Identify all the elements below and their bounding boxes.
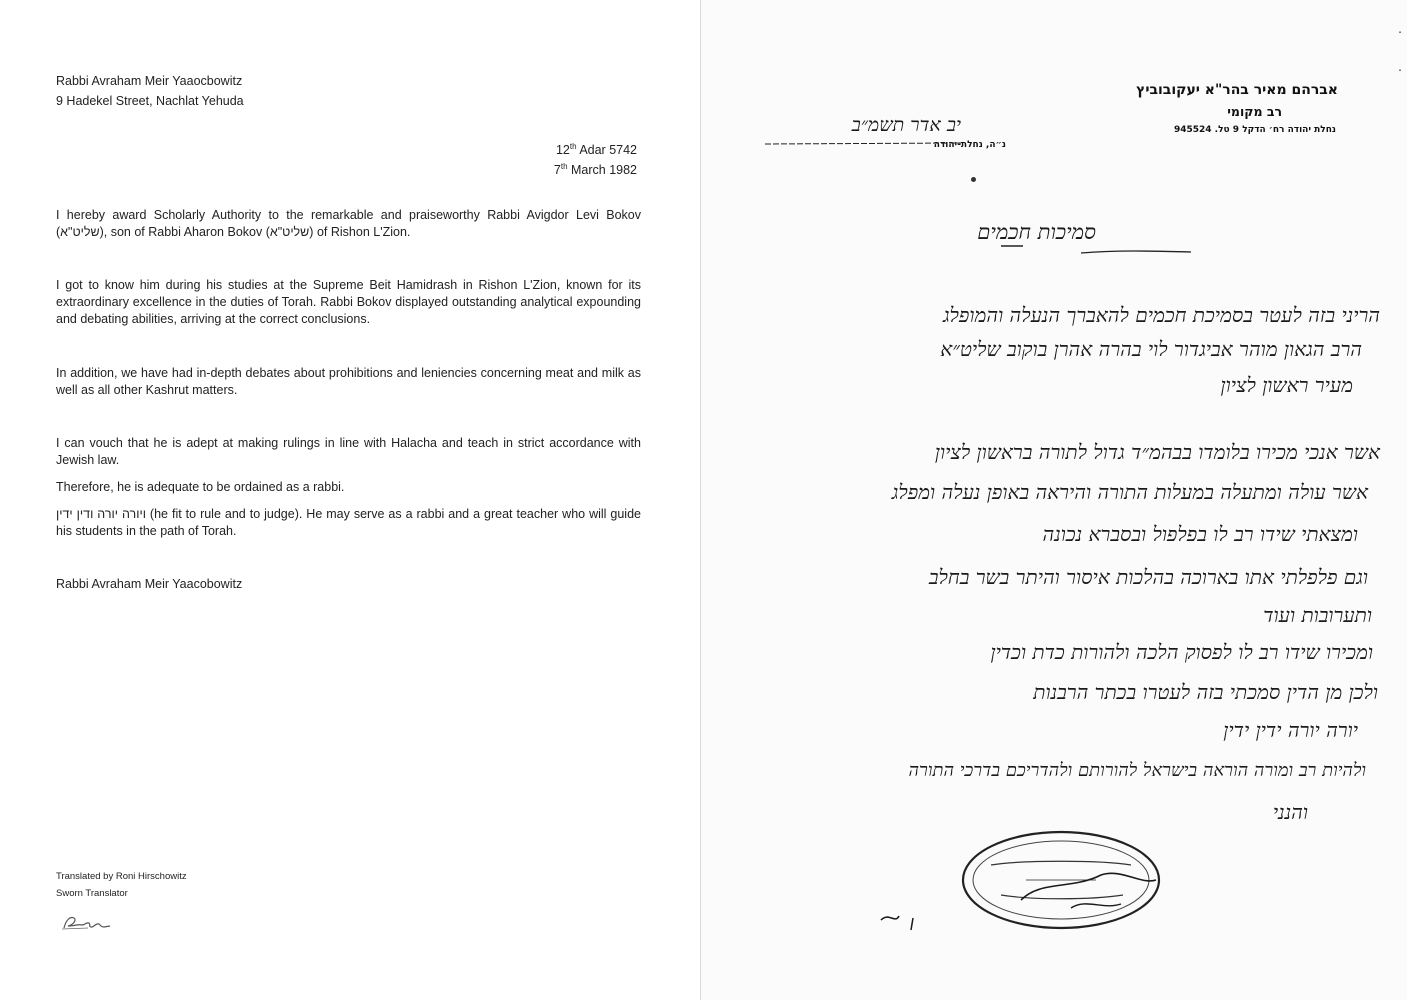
scan-dot (971, 177, 976, 182)
letter-line-9: ומכירו שידו רב לו לפסוק הלכה ולהורות כדת וכדין (990, 640, 1373, 664)
date-gregorian: 7th March 1982 (553, 161, 637, 177)
letter-heading: סמיכות חכמים (977, 220, 1096, 244)
letter-line-8: ותערובות ועוד (1263, 603, 1372, 627)
letter-line-2: הרב הגאון מוהר אביגדור לוי בהרה אהרן בוקוב שליט״א (940, 337, 1362, 361)
letterhead-title: רב מקומי (1227, 104, 1282, 119)
paragraph-vouch: I can vouch that he is adept at making rulings in line with Halacha and teach in strict accordance with Jewish law. (56, 436, 641, 467)
paragraph-award: I hereby award Scholarly Authority to the remarkable and praiseworthy Rabbi Avigdor Levi Bokov (שליט"א), son of Rabbi Aharon Bokov (שליט"א) of Rishon L'Zion. (56, 208, 641, 239)
letter-line-6: ומצאתי שידו רב לו בפלפול ובסברא נכונה (1042, 522, 1358, 546)
letter-line-7: וגם פלפלתי אתו בארוכה בהלכות איסור והיתר בשר בחלב (928, 565, 1368, 589)
heading-underline (1001, 240, 1201, 260)
place-line: נ״ה, נחלת-יהודה (933, 140, 1006, 150)
date-block (554, 140, 637, 180)
paragraph-ordination: ויורה יורה ודין ידין (he fit to rule and to judge). He may serve as a rabbi and a great teacher who will guide his students in the path of Torah. (56, 507, 641, 538)
letter-line-3: מעיר ראשון לציון (1220, 373, 1353, 397)
letterhead-name: אברהם מאיר בהר"א יעקובוביץ (1136, 82, 1338, 98)
date-hebrew: 12th Adar 5742 (555, 141, 637, 157)
paragraph-therefore: Therefore, he is adequate to be ordained as a rabbi. (56, 480, 345, 494)
header-address: 9 Hadekel Street, Nachlat Yehuda (56, 94, 244, 108)
scan-edge-mark: . (1398, 22, 1402, 36)
letter-line-11: יורה יורה ידין ידין (1223, 718, 1358, 742)
translation-page (0, 0, 700, 1000)
handwritten-date: יב אדר תשמ״ב (851, 114, 961, 136)
translator-credit: Translated by Roni Hirschowitz (56, 871, 187, 882)
signature-name: Rabbi Avraham Meir Yaacobowitz (56, 577, 243, 591)
original-letter-scan (700, 0, 1407, 1000)
date-underline (763, 140, 963, 148)
letter-line-4: אשר אנכי מכירו בלומדו בבהמ״ד גדול לתורה בראשון לציון (934, 440, 1380, 464)
letter-line-10: ולכן מן הדין סמכתי בזה לעטרו בכתר הרבנות (1033, 680, 1378, 704)
scan-edge-mark: . (1398, 60, 1402, 74)
translator-signature (58, 912, 128, 934)
letterhead-address: נחלת יהודה רח׳ הדקל 9 טל. 945524 (1173, 125, 1336, 135)
handwritten-signature (871, 860, 1171, 940)
letter-line-12: ולהיות רב ומורה הוראה בישראל להורותם ולהדריכם בדרכי התורה (908, 760, 1366, 781)
letter-line-13: והנני (1272, 800, 1308, 824)
translator-title: Sworn Translator (56, 888, 128, 899)
paragraph-debates: In addition, we have had in-depth debates about prohibitions and leniencies concerning meat and milk as well as all other Kashrut matters. (56, 366, 641, 397)
letter-line-5: אשר עולה ומתעלה במעלות התורה והיראה באופן נעלה ומפלג (891, 480, 1368, 504)
header-name: Rabbi Avraham Meir Yaaocbowitz (56, 74, 243, 88)
paragraph-studies: I got to know him during his studies at the Supreme Beit Hamidrash in Rishon L'Zion, known for its extraordinary excellence in the duties of Torah. Rabbi Bokov displayed outstanding analytical expounding and debating abilities, arriving at the correct conclusions. (56, 278, 641, 326)
letter-line-1: הריני בזה לעטר בסמיכת חכמים להאברך הנעלה והמופלג (942, 303, 1380, 327)
